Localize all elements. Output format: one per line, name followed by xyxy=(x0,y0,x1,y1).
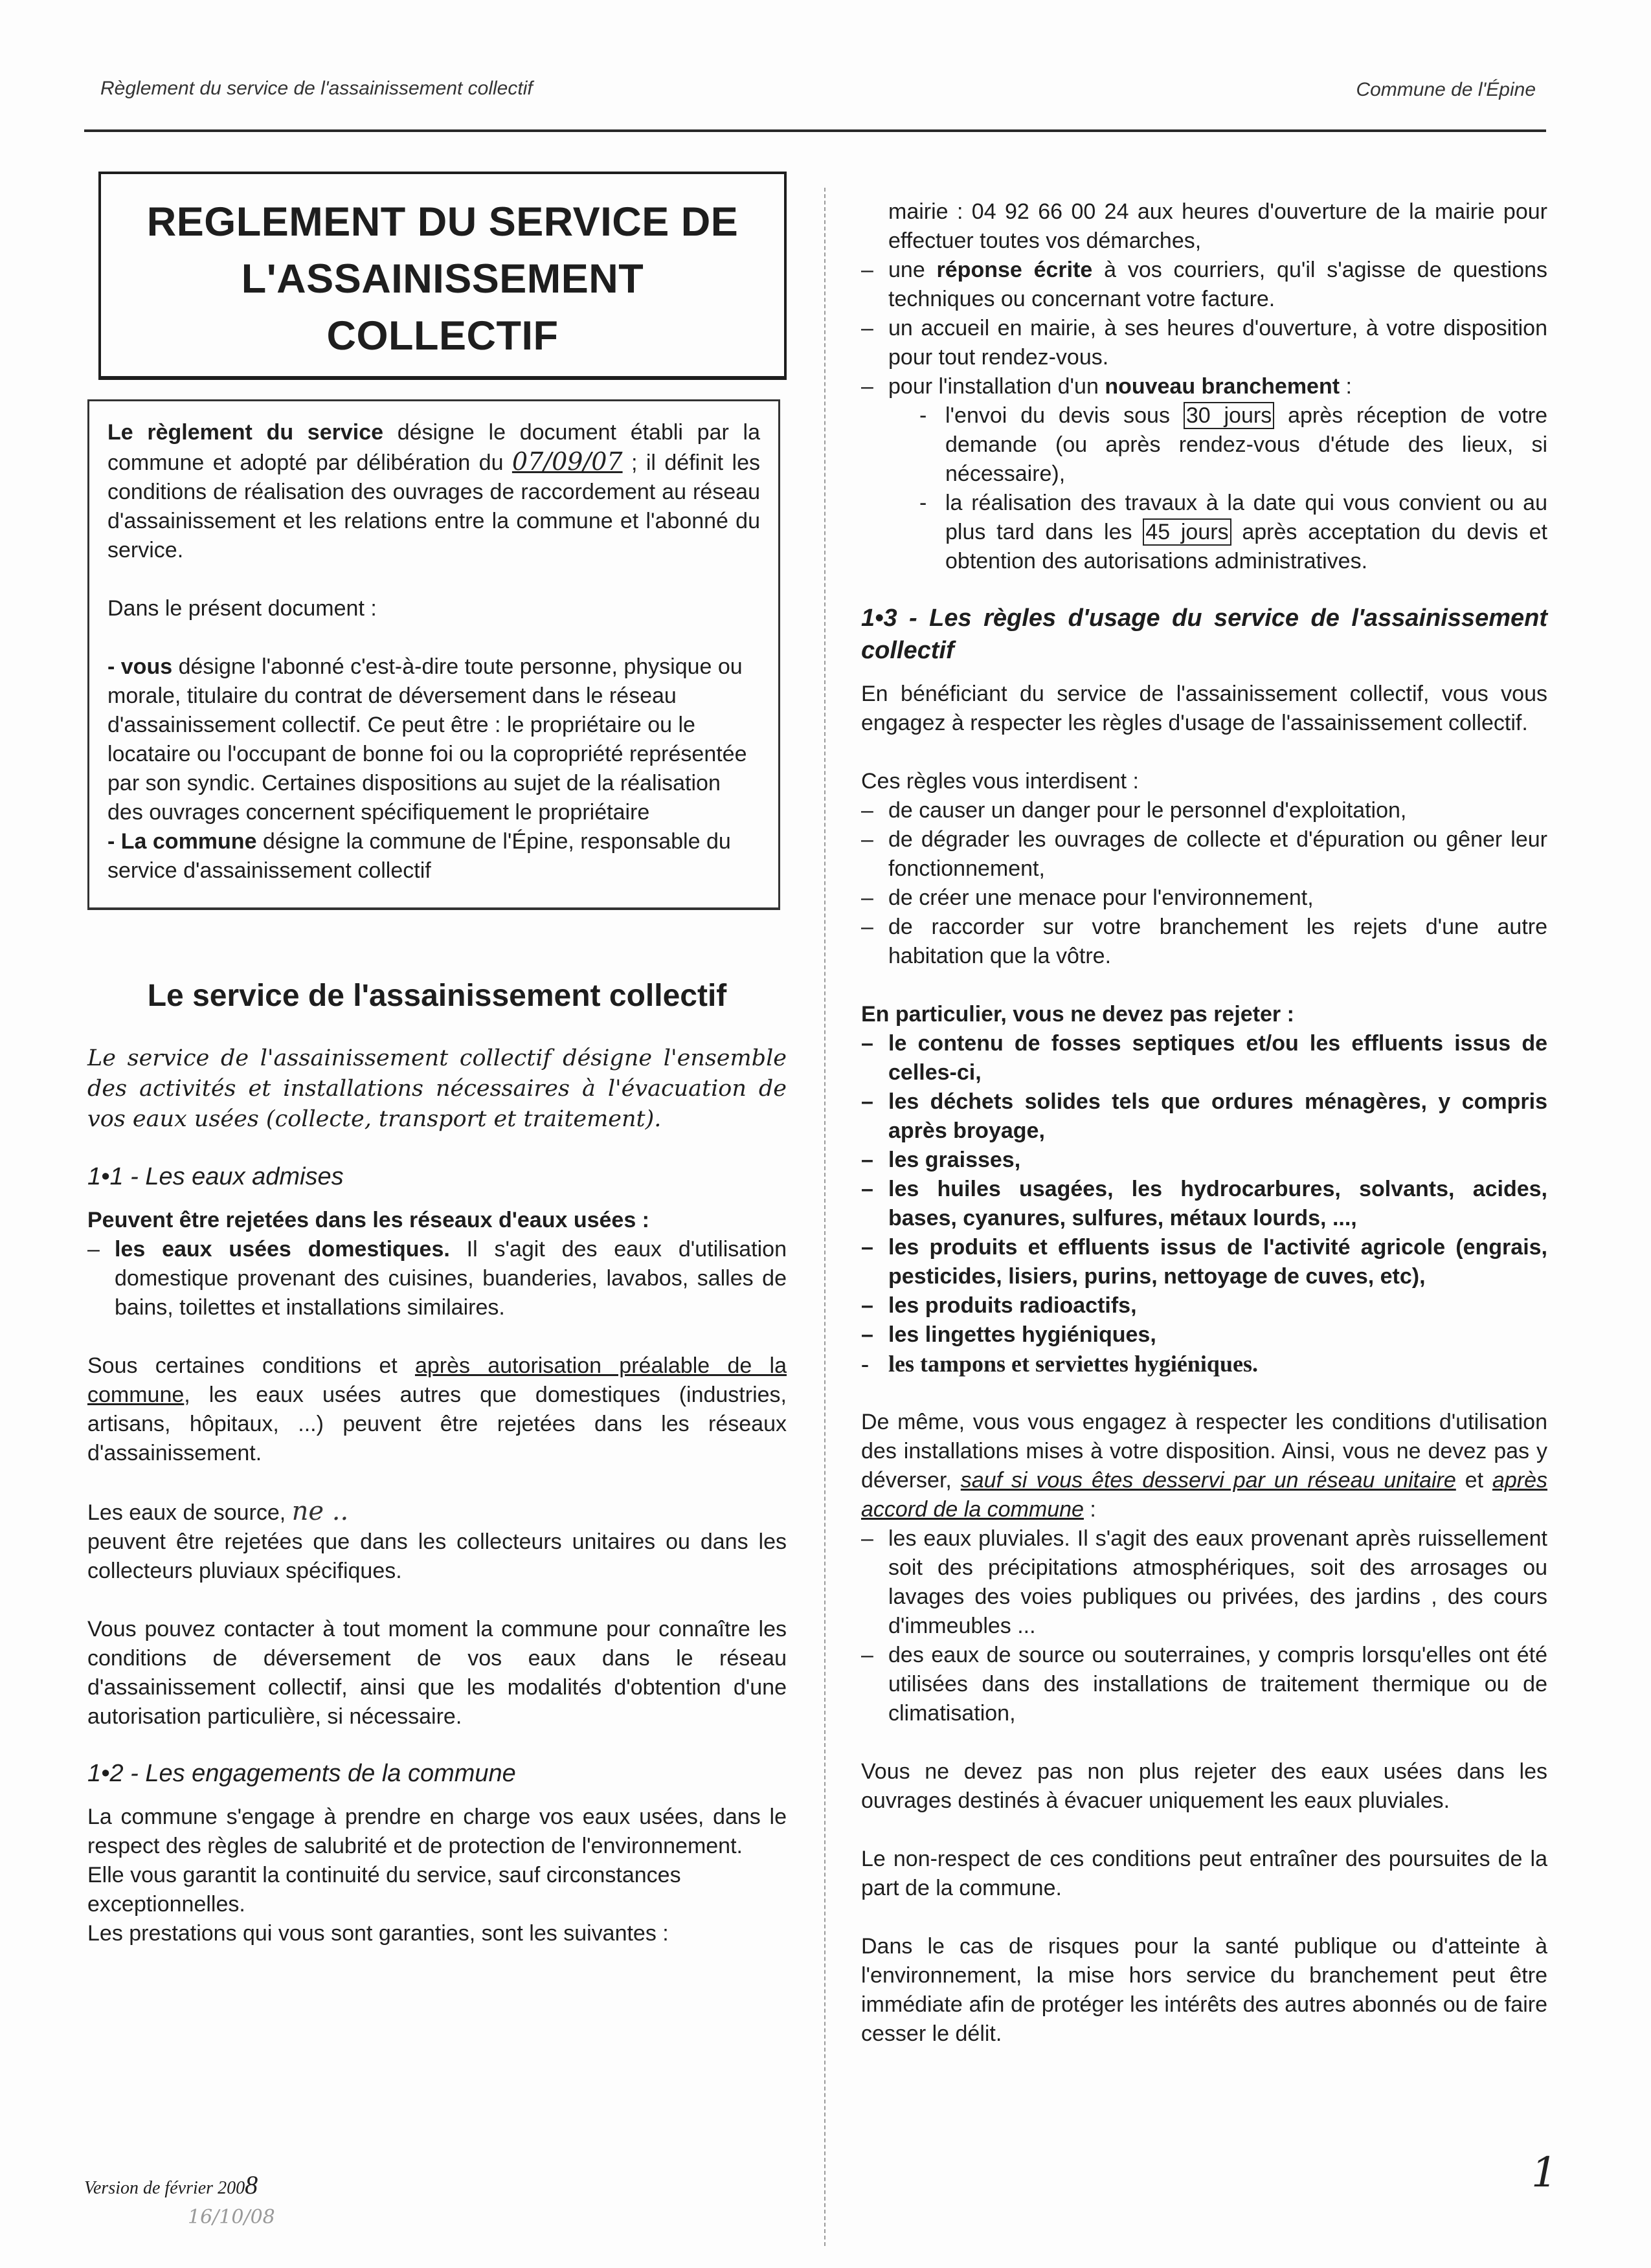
list-item: – un accueil en mairie, à ses heures d'ouverture, à votre disposition pour tout rendez-vous. xyxy=(861,316,1547,370)
sub-list-item: - la réalisation des travaux à la date qui vous convient ou au plus tard dans les 45 jours après acceptation du devis et obtention des autorisations administratives. xyxy=(919,491,1547,573)
s11-paragraph-source-cont: peuvent être rejetées que dans les collecteurs unitaires ou dans les collecteurs pluviaux spécifiques. xyxy=(87,1529,787,1583)
list-item: – des eaux de source ou souterraines, y compris lorsqu'elles ont été utilisées dans des installations de traitement thermique ou de climatisation, xyxy=(861,1643,1547,1726)
running-header-title: Règlement du service de l'assainissement collectif xyxy=(100,78,533,99)
s13-p3: En particulier, vous ne devez pas rejeter : xyxy=(861,1002,1294,1027)
s13-p1: En bénéficiant du service de l'assainissement collectif, vous vous engagez à respecter les règles d'usage de l'assainissement collectif. xyxy=(861,682,1547,735)
s12-contact-continued: mairie : 04 92 66 00 24 aux heures d'ouverture de la mairie pour effectuer toutes vos démarches, xyxy=(888,199,1547,253)
version-footer: Version de février 2008 xyxy=(84,2170,258,2199)
list-item: – les eaux pluviales. Il s'agit des eaux provenant après ruissellement soit des précipitations atmosphériques, soit des arrosages ou lavages des voies publiques ou privées, des jardins , des cours d'immeubles ... xyxy=(861,1526,1547,1638)
list-item: – de créer une menace pour l'environnement, xyxy=(861,885,1314,910)
s12-p1: La commune s'engage à prendre en charge vos eaux usées, dans le respect des règles de salubrité et de protection de l'environnement. xyxy=(87,1805,787,1858)
list-item: – les produits et effluents issus de l'activité agricole (engrais, pesticides, lisiers, purins, nettoyage de cuves, etc), xyxy=(861,1235,1547,1289)
document-title-box xyxy=(98,172,787,380)
list-item: – les huiles usagées, les hydrocarbures, solvants, acides, bases, cyanures, sulfures, métaux lourds, ..., xyxy=(861,1177,1547,1230)
handwritten-footer-date: 16/10/08 xyxy=(188,2206,275,2229)
sub-list-item: - l'envoi du devis sous 30 jours après réception de votre demande (ou après rendez-vous d'étude des lieux, si nécessaire), xyxy=(919,403,1547,486)
heading-1-3: 1•3 - Les règles d'usage du service de l'assainissement collectif xyxy=(861,605,1547,664)
list-item: – les déchets solides tels que ordures ménagères, y compris après broyage, xyxy=(861,1089,1547,1143)
definition-vous: - vous désigne l'abonné c'est-à-dire toute personne, physique ou morale, titulaire du contrat de déversement dans le réseau d'assainissement collectif. Ce peut être : le propriétaire ou le locataire ou l'occupant de bonne foi ou la copropriété représentée par son syndic. Certaines dispositions au sujet de la réalisation des ouvrages concernent spécifiquement le propriétaire xyxy=(107,654,747,825)
list-item: – de dégrader les ouvrages de collecte et d'épuration ou gêner leur fonctionnement, xyxy=(861,827,1547,881)
s13-p6: Le non-respect de ces conditions peut entraîner des poursuites de la part de la commune. xyxy=(861,1847,1547,1900)
s13-p5: Vous ne devez pas non plus rejeter des eaux usées dans les ouvrages destinés à évacuer uniquement les eaux pluviales. xyxy=(861,1759,1547,1813)
header-rule xyxy=(84,129,1546,132)
forbidden-list xyxy=(861,796,1547,971)
s11-paragraph-source: Les eaux de source, ne .. xyxy=(87,1496,349,1526)
s11-paragraph-contact: Vous pouvez contacter à tout moment la commune pour connaître les conditions de déversement de vos eaux dans le réseau d'assainissement collectif, ainsi que les modalités d'obtention d'une autorisation particulière, si nécessaire. xyxy=(87,1617,787,1729)
handwritten-date: 07/09/07 xyxy=(511,447,623,476)
left-column xyxy=(87,172,787,1948)
s13-p7: Dans le cas de risques pour la santé publique ou d'atteinte à l'environnement, la mise hors service du branchement peut être immédiate afin de protéger les intérêts des autres abonnés ou de faire cesser le délit. xyxy=(861,1934,1547,2046)
heading-1-2: 1•2 - Les engagements de la commune xyxy=(87,1760,516,1787)
list-item: – le contenu de fosses septiques et/ou les effluents issus de celles-ci, xyxy=(861,1031,1547,1085)
definitions-lead: Dans le présent document : xyxy=(107,596,377,621)
section-intro: Le service de l'assainissement collectif désigne l'ensemble des activités et installations nécessaires à l'évacuation de vos eaux usées (collecte, transport et traitement). xyxy=(87,1045,787,1132)
right-column xyxy=(861,197,1547,2049)
title-line: REGLEMENT DU SERVICE DE xyxy=(146,199,739,245)
s13-p2: Ces règles vous interdisent : xyxy=(861,769,1139,794)
list-item: – les produits radioactifs, xyxy=(861,1293,1137,1318)
list-item: – de causer un danger pour le personnel d'exploitation, xyxy=(861,798,1407,823)
column-divider xyxy=(824,188,826,2246)
list-item: - les tampons et serviettes hygiéniques. xyxy=(861,1351,1258,1377)
s13-p4: De même, vous vous engagez à respecter les conditions d'utilisation des installations mises à votre disposition. Ainsi, vous ne devez pas y déverser, sauf si vous êtes desservi par un réseau unitaire et après accord de la commune : xyxy=(861,1410,1547,1522)
definitions-box xyxy=(87,399,780,910)
title-line: COLLECTIF xyxy=(326,313,559,359)
page-number: 1 xyxy=(1531,2149,1558,2197)
reject-list xyxy=(861,1029,1547,1350)
s12-p3: Les prestations qui vous sont garanties, sont les suivantes : xyxy=(87,1921,669,1946)
list-item: – de raccorder sur votre branchement les rejets d'une autre habitation que la vôtre. xyxy=(861,915,1547,968)
handwritten-note: ne .. xyxy=(291,1496,349,1526)
title-line: L'ASSAINISSEMENT xyxy=(241,256,644,302)
list-item: – les eaux usées domestiques. Il s'agit des eaux d'utilisation domestique provenant des cuisines, buanderies, lavabos, salles de bains, toilettes et installations similaires. xyxy=(87,1237,787,1320)
deadline-box: 30 jours xyxy=(1184,402,1274,429)
s12-p2: Elle vous garantit la continuité du service, sauf circonstances exceptionnelles. xyxy=(87,1863,681,1917)
deadline-box: 45 jours xyxy=(1143,518,1231,546)
heading-1-1: 1•1 - Les eaux admises xyxy=(87,1163,344,1190)
list-item: – une réponse écrite à vos courriers, qu'il s'agisse de questions techniques ou concernant votre facture. xyxy=(861,258,1547,311)
list-item: – les graisses, xyxy=(861,1148,1021,1172)
running-header-commune: Commune de l'Épine xyxy=(1356,79,1536,100)
definition-reglement: Le règlement du service désigne le document établi par la commune et adopté par délibération du 07/09/07 ; il définit les conditions de réalisation des ouvrages de raccordement au réseau d'assainissement et les relations entre la commune et l'abonné du service. xyxy=(107,420,761,562)
s11-paragraph-authorisation: Sous certaines conditions et après autorisation préalable de la commune, les eaux usées autres que domestiques (industries, artisans, hôpitaux, ...) peuvent être rejetées dans les réseaux d'assainissement. xyxy=(87,1353,787,1465)
section-title: Le service de l'assainissement collectif xyxy=(147,979,727,1013)
list-item: – les lingettes hygiéniques, xyxy=(861,1322,1156,1347)
definition-commune: - La commune désigne la commune de l'Épine, responsable du service d'assainissement collectif xyxy=(107,829,731,883)
s11-lead: Peuvent être rejetées dans les réseaux d'eaux usées : xyxy=(87,1208,649,1232)
rainwater-list xyxy=(861,1524,1547,1728)
list-item: – pour l'installation d'un nouveau branchement : xyxy=(861,374,1352,399)
